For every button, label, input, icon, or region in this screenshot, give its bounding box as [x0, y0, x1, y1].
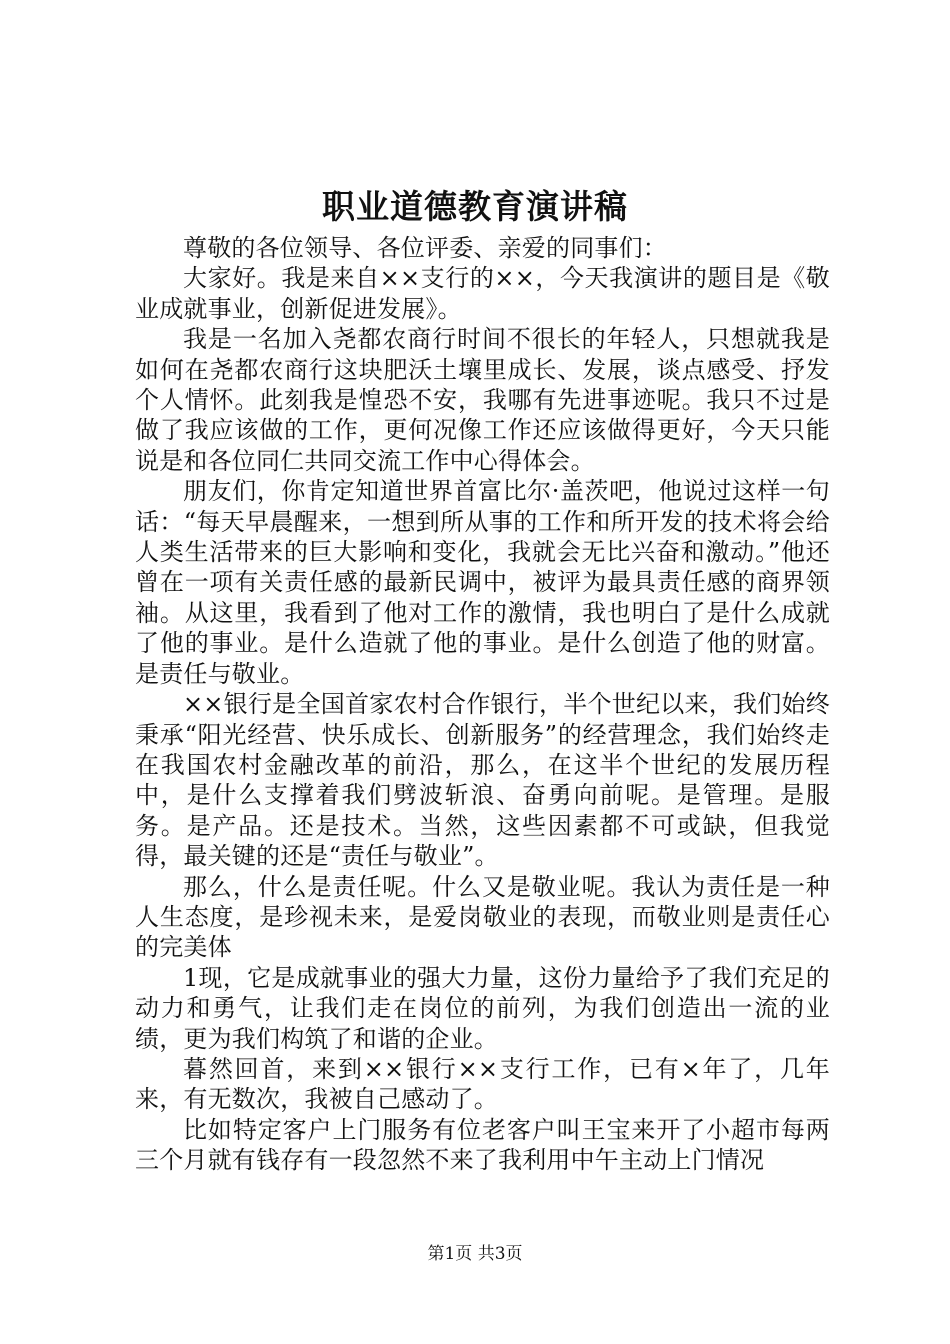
paragraph-bank-history: ××银行是全国首家农村合作银行，半个世纪以来，我们始终秉承“阳光经营、快乐成长、创新服务”的经营理念，我们始终走在我国农村金融改革的前沿，那么，在这半个世纪的发展历程中，是什么支撑着我们劈波斩浪、奋勇向前呢。是管理。是服务。是产品。还是技术。当然，这些因素都不可或缺，但我觉得，最关键的还是“责任与敬业”。: [135, 690, 830, 871]
paragraph-introduction: 我是一名加入尧都农商行时间不很长的年轻人，只想就我是如何在尧都农商行这块肥沃土壤里成长、发展，谈点感受、抒发个人情怀。此刻我是惶恐不安，我哪有先进事迹呢。我只不过是做了我应该做的工作，更何况像工作还应该做得更好，今天只能说是和各位同仁共同交流工作中心得体会。: [135, 325, 830, 475]
paragraph-customer-story: 比如特定客户上门服务有位老客户叫王宝来开了小超市每两三个月就有钱存有一段忽然不来了我利用中午主动上门情况: [135, 1115, 830, 1175]
paragraph-responsibility: 那么，什么是责任呢。什么又是敬业呢。我认为责任是一种人生态度，是珍视未来，是爱岗敬业的表现，而敬业则是责任心的完美体: [135, 872, 830, 962]
paragraph-looking-back: 暮然回首，来到××银行××支行工作，已有×年了，几年来，有无数次，我被自己感动了。: [135, 1054, 830, 1114]
document-title: 职业道德教育演讲稿: [322, 187, 628, 226]
paragraph-bill-gates: 朋友们，你肯定知道世界首富比尔·盖茨吧，他说过这样一句话：“每天早晨醒来，一想到所从事的工作和所开发的技术将会给人类生活带来的巨大影响和变化，我就会无比兴奋和激动。”他还曾在一项有关责任感的最新民调中，被评为最具责任感的商界领袖。从这里，我看到了他对工作的激情，我也明白了是什么成就了他的事业。是什么造就了他的事业。是什么创造了他的财富。是责任与敬业。: [135, 477, 830, 688]
paragraph-continuation: 1现，它是成就事业的强大力量，这份力量给予了我们充足的动力和勇气，让我们走在岗位的前列，为我们创造出一流的业绩，更为我们构筑了和谐的企业。: [135, 963, 830, 1053]
paragraph-salutation: 尊敬的各位领导、各位评委、亲爱的同事们：: [183, 234, 667, 262]
document-body: [135, 233, 830, 1176]
page-number-footer: 第1页 共3页: [427, 1244, 523, 1264]
paragraph-greeting: 大家好。我是来自××支行的××，今天我演讲的题目是《敬业成就事业，创新促进发展》。: [135, 264, 830, 323]
